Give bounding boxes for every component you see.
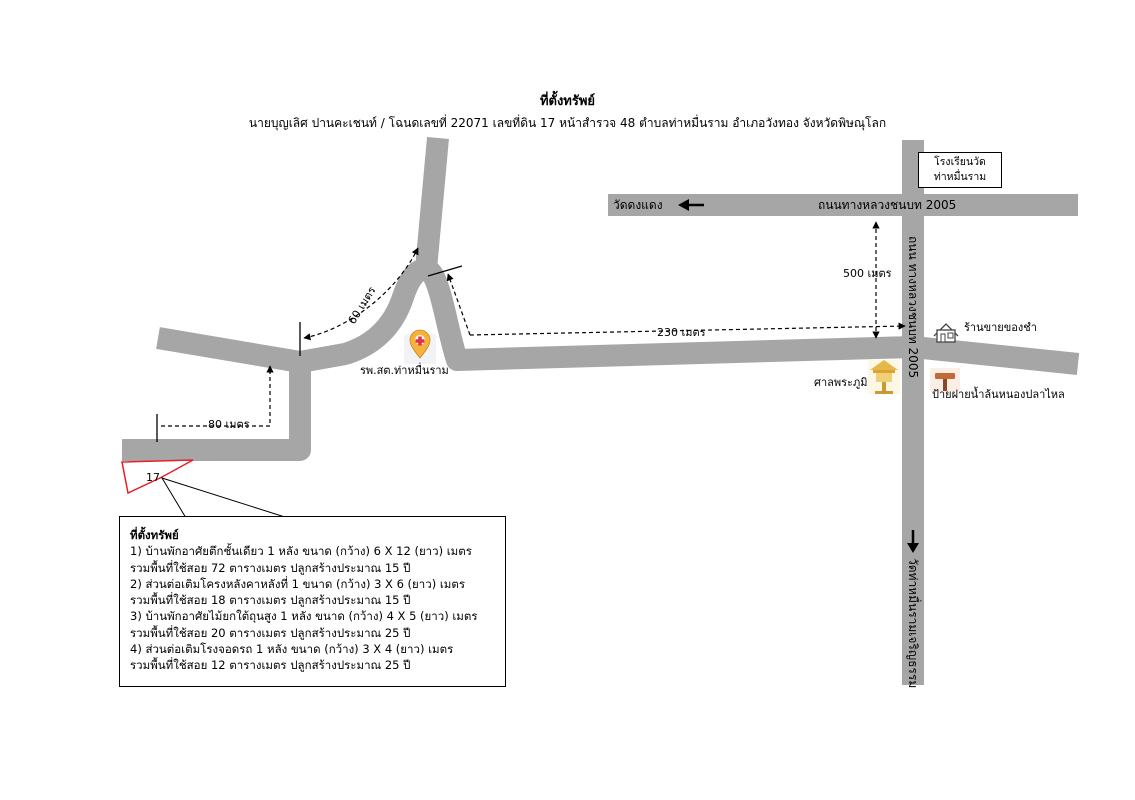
school-label-line1: โรงเรียนวัด [934, 156, 986, 168]
info-line: 2) ส่วนต่อเติมโครงหลังคาหลังที่ 1 ขนาด (กว้าง) 3 X 6 (ยาว) เมตร [130, 576, 465, 591]
dist-80-label: 80 เมตร [208, 418, 250, 431]
road-vertical-label: ถนน ทางหลวงชนบท 2005 [906, 236, 920, 379]
map-title: ที่ตั้งทรัพย์ [539, 94, 596, 109]
info-line: 1) บ้านพักอาศัยตึกชั้นเดียว 1 หลัง ขนาด (กว้าง) 6 X 12 (ยาว) เมตร [130, 544, 472, 559]
hospital-icon [404, 330, 436, 364]
map-subtitle: นายบุญเลิศ ปานคะเชนท์ / โฉนดเลขที่ 22071 เลขที่ดิน 17 หน้าสำรวจ 48 ตำบลท่าหมื่นราม อำเภอวังทอง จังหวัดพิษณุโลก [248, 116, 887, 130]
info-line: 3) บ้านพักอาศัยไม้ยกใต้ถุนสูง 1 หลัง ขนาด (กว้าง) 4 X 5 (ยาว) เมตร [130, 609, 478, 624]
info-heading: ที่ตั้งทรัพย์ [130, 528, 179, 542]
road-down-label: วัดท่าหมื่นรามเจริญธรรม [906, 558, 920, 689]
shop-label: ร้านขายของชำ [964, 321, 1037, 334]
road-main [158, 270, 1078, 364]
info-line: รวมพื้นที่ใช้สอย 20 ตารางเมตร ปลูกสร้างประมาณ 25 ปี [130, 625, 411, 640]
school-box [918, 152, 1002, 188]
shrine-label: ศาลพระภูมิ [814, 376, 868, 389]
info-line: รวมพื้นที่ใช้สอย 18 ตารางเมตร ปลูกสร้างประมาณ 15 ปี [130, 593, 411, 608]
road-west-link [122, 362, 300, 450]
info-line: รวมพื้นที่ใช้สอย 12 ตารางเมตร ปลูกสร้างประมาณ 25 ปี [130, 658, 411, 673]
info-line: รวมพื้นที่ใช้สอย 72 ตารางเมตร ปลูกสร้างประมาณ 15 ปี [130, 560, 411, 575]
dist-500-label: 500 เมตร [843, 267, 892, 280]
school-label-line2: ท่าหมื่นราม [933, 171, 987, 183]
shrine-icon [868, 360, 900, 394]
wat-dong-daeng-label: วัดดงแดง [613, 198, 663, 212]
dist-80-arrow [161, 366, 270, 426]
road-top-label: ถนนทางหลวงชนบท 2005 [818, 198, 957, 212]
property-info-box [119, 516, 506, 687]
parcel-number: 17 [146, 471, 160, 484]
house-icon [934, 324, 958, 342]
dist-60-label: 60 เมตร [345, 284, 379, 327]
info-line: 4) ส่วนต่อเติมโรงจอดรถ 1 หลัง ขนาด (กว้าง) 3 X 4 (ยาว) เมตร [130, 642, 454, 657]
weir-sign-label: ป้ายฝายน้ำล้นหนองปลาไหล [932, 388, 1065, 401]
hospital-label: รพ.สต.ท่าหมื่นราม [360, 364, 449, 377]
callout-tail [162, 478, 288, 518]
road-north-branch [425, 138, 438, 280]
dist-230-label: 230 เมตร [657, 326, 706, 339]
